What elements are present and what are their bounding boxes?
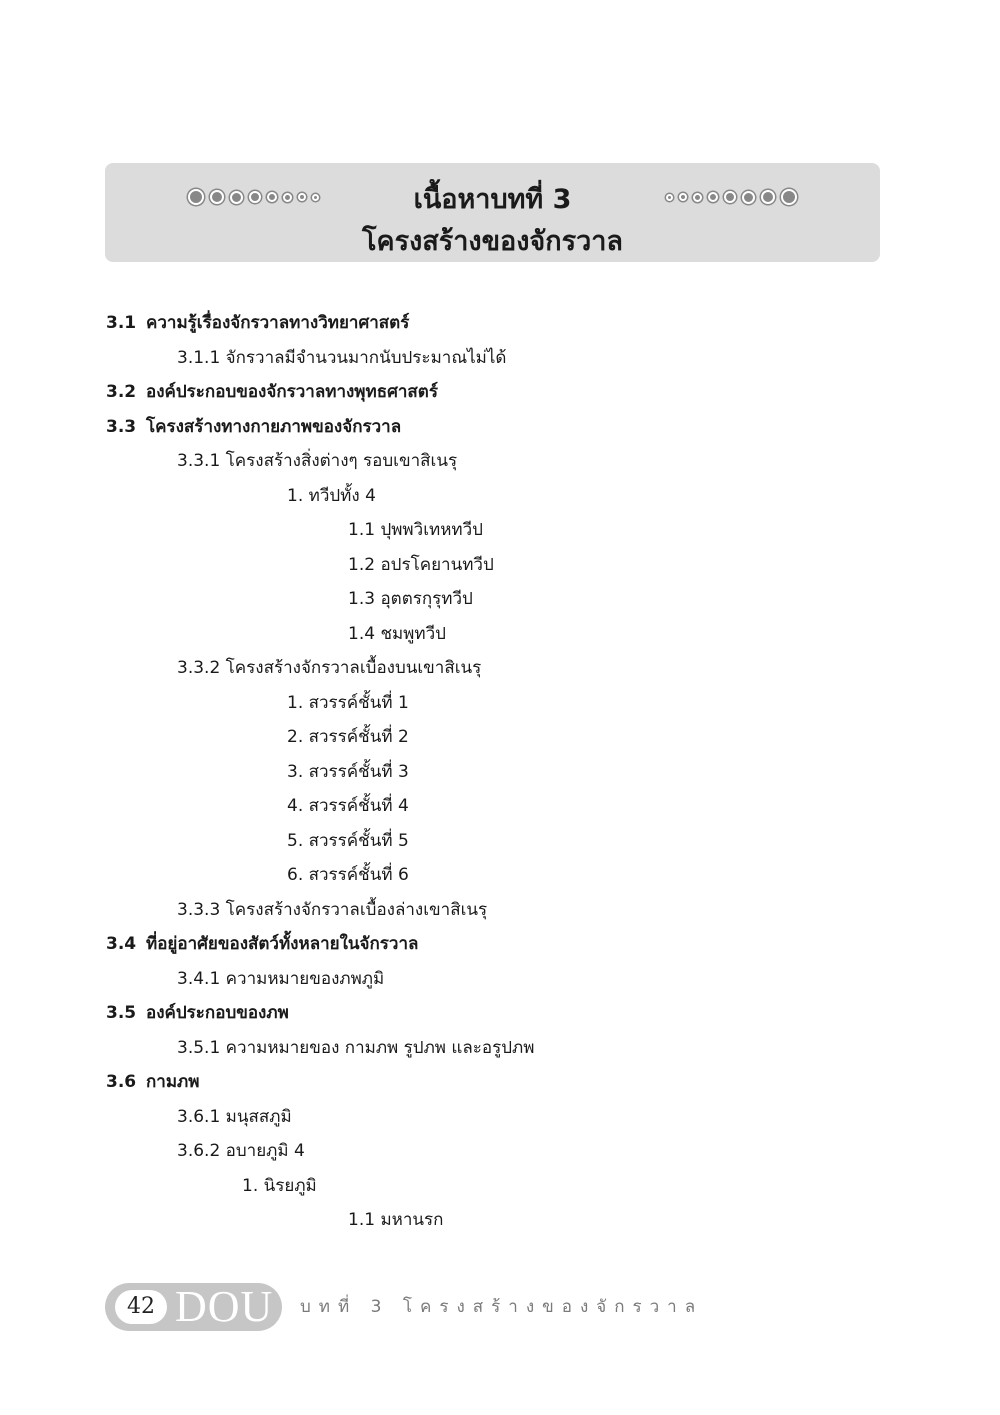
toc-item-text: 3.4.1 ความหมายของภพภูมิ bbox=[177, 968, 385, 989]
toc-item bbox=[287, 858, 409, 892]
dot-ornament-icon bbox=[708, 192, 718, 202]
toc-item-text: 1.4 ชมพูทวีป bbox=[348, 623, 446, 644]
chapter-header bbox=[105, 163, 880, 262]
toc-item-text: 3.6.1 มนุสสภูมิ bbox=[177, 1106, 292, 1127]
toc-section bbox=[106, 996, 289, 1030]
toc-item bbox=[287, 755, 409, 789]
toc-item-text: 6. สวรรค์ชั้นที่ 6 bbox=[287, 865, 409, 885]
toc-item bbox=[287, 686, 409, 720]
toc-item bbox=[177, 1134, 305, 1168]
toc-item bbox=[177, 893, 487, 927]
toc-item bbox=[177, 651, 481, 685]
toc-item-text: 1.1 มหานรก bbox=[348, 1210, 444, 1230]
toc-item-text: 1.2 อปรโคยานทวีป bbox=[348, 554, 494, 575]
toc-section bbox=[106, 410, 401, 444]
dot-ornament-icon bbox=[724, 191, 736, 203]
toc-item-text: กามภพ bbox=[146, 1072, 200, 1092]
toc-item bbox=[348, 513, 483, 547]
toc-item bbox=[287, 479, 376, 513]
toc-item-text: 3.5.1 ความหมายของ กามภพ รูปภพ และอรูปภพ bbox=[177, 1037, 535, 1058]
toc-item-text: ที่อยู่อาศัยของสัตว์ทั้งหลายในจักรวาล bbox=[146, 934, 419, 954]
toc-item bbox=[177, 444, 457, 478]
toc-section bbox=[106, 375, 438, 409]
toc-section bbox=[106, 1065, 199, 1099]
toc-item bbox=[287, 720, 409, 754]
page-number: 42 bbox=[115, 1290, 167, 1324]
toc-item-text: 2. สวรรค์ชั้นที่ 2 bbox=[287, 727, 409, 747]
toc-section bbox=[106, 927, 418, 961]
toc-section-number: 3.5 bbox=[106, 1003, 137, 1023]
dot-ornament-icon bbox=[761, 190, 775, 204]
dot-ornament-icon bbox=[666, 194, 673, 201]
toc-item-text: 5. สวรรค์ชั้นที่ 5 bbox=[287, 830, 409, 851]
toc-item-text: 3. สวรรค์ชั้นที่ 3 bbox=[287, 761, 409, 782]
brand-logo: DOU bbox=[175, 1282, 274, 1331]
toc-item-text: องค์ประกอบของภพ bbox=[146, 1003, 289, 1023]
chapter-heading: เนื้อหาบทที่ 3 bbox=[413, 184, 572, 215]
toc-item-text: ความรู้เรื่องจักรวาลทางวิทยาศาสตร์ bbox=[146, 313, 410, 333]
toc-item bbox=[348, 582, 473, 616]
toc-item-text: 1.1 ปุพพวิเทหทวีป bbox=[348, 520, 483, 540]
toc-item bbox=[287, 824, 409, 858]
toc-item bbox=[287, 789, 409, 823]
toc-item bbox=[348, 617, 446, 651]
toc-item-text: 4. สวรรค์ชั้นที่ 4 bbox=[287, 796, 409, 816]
toc-item-text: 1. นิรยภูมิ bbox=[242, 1175, 317, 1196]
decorative-dots-right bbox=[663, 185, 800, 209]
toc-section-number: 3.6 bbox=[106, 1072, 137, 1092]
toc-section-number: 3.3 bbox=[106, 416, 137, 437]
toc-item-text: 1. ทวีปทั้ง 4 bbox=[287, 485, 376, 506]
toc-item bbox=[177, 1100, 292, 1134]
dot-ornament-icon bbox=[679, 193, 687, 201]
toc-item-text: 3.3.1 โครงสร้างสิ่งต่างๆ รอบเขาสิเนรุ bbox=[177, 451, 458, 471]
toc-item bbox=[177, 341, 506, 375]
toc-item-text: 3.6.2 อบายภูมิ 4 bbox=[177, 1141, 305, 1161]
dot-ornament-icon bbox=[693, 193, 702, 202]
toc-item-text: 3.3.2 โครงสร้างจักรวาลเบื้องบนเขาสิเนรุ bbox=[177, 658, 482, 678]
toc-section bbox=[106, 306, 409, 340]
toc-item-text: โครงสร้างทางกายภาพของจักรวาล bbox=[146, 416, 402, 437]
toc-item bbox=[242, 1169, 317, 1203]
toc-item bbox=[348, 548, 494, 582]
toc-section-number: 3.4 bbox=[106, 934, 137, 954]
chapter-title: โครงสร้างของจักรวาล bbox=[362, 226, 623, 257]
toc-item bbox=[177, 962, 384, 996]
toc-item-text: 3.3.3 โครงสร้างจักรวาลเบื้องล่างเขาสิเนรุ bbox=[177, 899, 488, 920]
toc-item-text: องค์ประกอบของจักรวาลทางพุทธศาสตร์ bbox=[146, 382, 438, 402]
dot-ornament-icon bbox=[781, 189, 797, 205]
page-footer bbox=[105, 1283, 905, 1331]
toc-item-text: 1. สวรรค์ชั้นที่ 1 bbox=[287, 692, 409, 713]
toc-item bbox=[177, 1031, 534, 1065]
toc-section-number: 3.2 bbox=[106, 382, 137, 402]
toc-section-number: 3.1 bbox=[106, 313, 137, 333]
toc-item bbox=[348, 1203, 443, 1237]
footer-badge bbox=[105, 1283, 282, 1331]
toc-item-text: 1.3 อุตตรกุรุทวีป bbox=[348, 589, 473, 609]
running-chapter-title: บทที่ 3 โครงสร้างของจักรวาล bbox=[300, 1297, 704, 1317]
dot-ornament-icon bbox=[742, 191, 755, 204]
toc-item-text: 3.1.1 จักรวาลมีจำนวนมากนับประมาณไม่ได้ bbox=[177, 347, 507, 368]
